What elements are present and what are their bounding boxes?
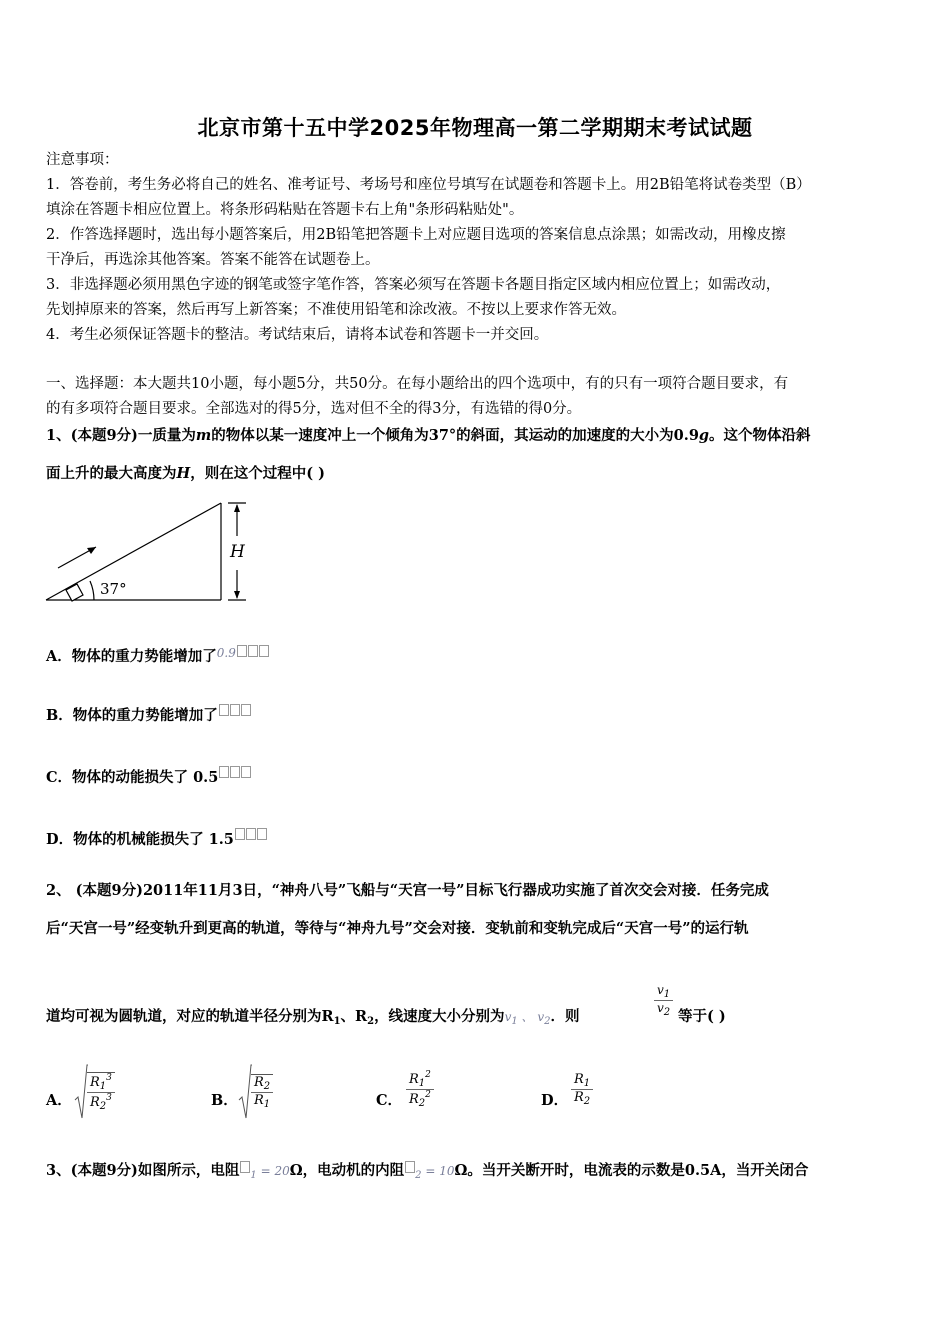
option-b[interactable]: B．物体的重力势能增加了 (46, 703, 251, 728)
notice-line: 先划掉原来的答案，然后再写上新答案；不准使用铅笔和涂改液。不按以上要求作答无效。 (46, 302, 626, 318)
option-c-label[interactable]: C． (376, 1092, 403, 1109)
option-a[interactable]: A．物体的重力势能增加了$^{0.9}$ (46, 641, 269, 669)
notice-line: 填涂在答题卡相应位置上。将条形码粘贴在答题卡右上角"条形码粘贴处"。 (46, 202, 524, 218)
page-title: 北京市第十五中学2025年物理高一第二学期期末考试试题 (197, 116, 753, 140)
section-instructions: 的有多项符合题目要求。全部选对的得5分，选对但不全的得3分，有选错的得0分。 (46, 401, 582, 417)
question-2-tail: 等于( ) (678, 1008, 726, 1025)
notice-line: 1．答卷前，考生务必将自己的姓名、准考证号、考场号和座位号填写在试题卷和答题卡上。用2B铅笔将试卷类型（B） (46, 177, 811, 193)
notice-line: 2．作答选择题时，选出每小题答案后，用2B铅笔把答题卡上对应题目选项的答案信息点涂黑；如需改动，用橡皮擦 (46, 227, 786, 243)
height-label: H (230, 542, 245, 562)
angle-label: 37° (100, 580, 127, 598)
option-b-formula[interactable]: $\frac{R_2}{R_1}$ (238, 1064, 273, 1124)
question-2-line1: 2、 (本题9分)2011年11月3日，“神舟八号”飞船与“天宫一号”目标飞行器成功实施了首次交会对接．任务完成 (46, 882, 769, 899)
option-b-label[interactable]: B． (211, 1092, 238, 1109)
velocity-ratio: $\frac{v_1}{v_2}$ (654, 983, 673, 1018)
question-1-line1: 1、(本题9分)一质量为m的物体以某一速度冲上一个倾角为37°的斜面，其运动的加速度的大小为0.9g。这个物体沿斜 (46, 427, 811, 444)
question-2-line3: 道均可视为圆轨道，对应的轨道半径分别为$R_1$、$R_2$，线速度大小分别为$v_1$ 、 $v_2$．则 (46, 1008, 580, 1027)
incline-diagram (44, 498, 259, 606)
notice-heading: 注意事项： (46, 152, 119, 168)
option-c-formula[interactable]: $\frac{R_1^2}{R_2^2}$ (406, 1070, 434, 1109)
option-a-formula[interactable]: $\frac{R_1^3}{R_2^3}$ (74, 1064, 115, 1124)
option-d-formula[interactable]: $\frac{R_1}{R_2}$ (571, 1072, 593, 1107)
question-3-line1: 3、(本题9分)如图所示，电阻 $_1$ = 20Ω，电动机的内阻 $_2$ = 10Ω。当开关断开时，电流表的示数是0.5A，当开关闭合 (46, 1162, 809, 1181)
question-2-line2: 后“天宫一号”经变轨升到更高的轨道，等待与“神舟九号”交会对接．变轨前和变轨完成后“天宫一号”的运行轨 (46, 920, 749, 937)
notice-line: 3．非选择题必须用黑色字迹的钢笔或签字笔作答，答案必须写在答题卡各题目指定区域内相应位置上；如需改动， (46, 277, 781, 293)
option-d-label[interactable]: D． (541, 1092, 569, 1109)
notice-line: 4．考生必须保证答题卡的整洁。考试结束后，请将本试卷和答题卡一并交回。 (46, 327, 549, 343)
section-instructions: 一、选择题：本大题共10小题，每小题5分，共50分。在每小题给出的四个选项中，有的只有一项符合题目要求，有 (46, 376, 789, 392)
question-1-line2: 面上升的最大高度为H，则在这个过程中( ) (46, 465, 325, 482)
notice-line: 干净后，再选涂其他答案。答案不能答在试题卷上。 (46, 252, 380, 268)
option-a-label[interactable]: A． (46, 1092, 72, 1109)
option-c[interactable]: C．物体的动能损失了 0.5 (46, 765, 251, 790)
option-d[interactable]: D．物体的机械能损失了 1.5 (46, 827, 267, 852)
